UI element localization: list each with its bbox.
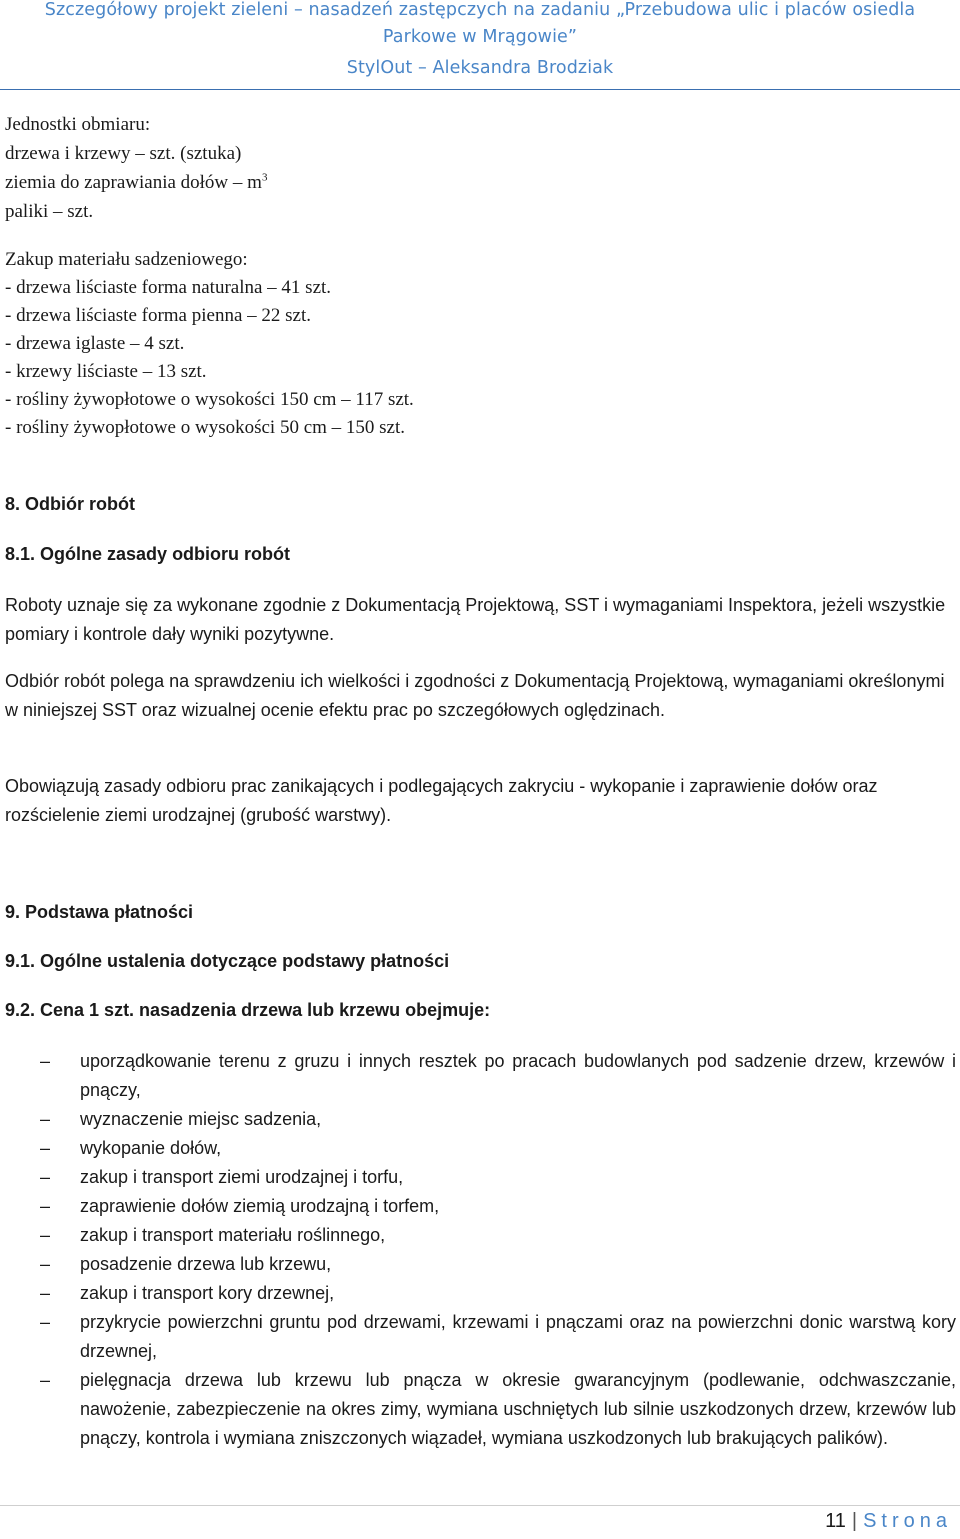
units-line-stakes: paliki – szt. (5, 201, 94, 222)
header-divider (0, 89, 960, 90)
page-label: Strona (863, 1510, 952, 1532)
header-author: StylOut – Aleksandra Brodziak (346, 58, 614, 78)
list-item-text: zaprawienie dołów ziemią urodzajną i torfem, (80, 1196, 440, 1216)
header-title-line-1: Szczegółowy projekt zieleni – nasadzeń zastępczych na zadaniu „Przebudowa ulic i placów osiedla (44, 0, 916, 20)
footer-divider (0, 1505, 960, 1506)
section-8-1-heading: 8.1. Ogólne zasady odbioru robót (5, 544, 291, 564)
dash-bullet: – (40, 1312, 51, 1332)
list-item (0, 1192, 960, 1221)
list-item-text: pielęgnacja drzewa lub krzewu lub pnącza w okresie gwarancyjnym (podlewanie, odchwaszczanie, nawożenie, zabezpieczenie na okres zimy, wymiana uschniętych lub silnie uszkodzonych drzew, krzewów lub pnączy, kontrola i wymiana zniszczonych wiązadeł, wymiana uszkodzonych lub brakujących palików). (80, 1370, 956, 1448)
purchase-item: - rośliny żywopłotowe o wysokości 50 cm – 150 szt. (5, 417, 406, 438)
list-item (0, 1221, 960, 1250)
dash-bullet: – (40, 1051, 51, 1071)
list-item-text: posadzenie drzewa lub krzewu, (80, 1254, 332, 1274)
section-8-paragraph-1: Roboty uznaje się za wykonane zgodnie z Dokumentacją Projektową, SST i wymaganiami Inspektora, jeżeli wszystkie pomiary i kontrole dały wyniki pozytywne. (5, 595, 946, 644)
list-item (0, 1366, 960, 1453)
list-item (0, 1163, 960, 1192)
dash-bullet: – (40, 1138, 51, 1158)
page-footer (825, 1510, 952, 1533)
units-line-trees: drzewa i krzewy – szt. (sztuka) (5, 143, 242, 164)
units-title: Jednostki obmiaru: (5, 114, 151, 135)
list-item-text: zakup i transport materiału roślinnego, (80, 1225, 386, 1245)
page-number: 11 (825, 1510, 846, 1532)
section-9-heading: 9. Podstawa płatności (5, 902, 194, 922)
list-item-text: zakup i transport ziemi urodzajnej i torfu, (80, 1167, 404, 1187)
purchase-item: - drzewa iglaste – 4 szt. (5, 333, 185, 354)
dash-bullet: – (40, 1254, 51, 1274)
list-item (0, 1279, 960, 1308)
section-8-paragraph-2: Odbiór robót polega na sprawdzeniu ich wielkości i zgodności z Dokumentacją Projektową, wymaganiami określonymi w niniejszej SST oraz wizualnej ocenie efektu prac po szczegółowych oględzinach. (5, 671, 945, 720)
section-9-2-heading: 9.2. Cena 1 szt. nasadzenia drzewa lub krzewu obejmuje: (5, 1000, 491, 1020)
list-item (0, 1250, 960, 1279)
units-soil-text: ziemia do zaprawiania dołów – m (5, 172, 262, 193)
list-item (0, 1047, 960, 1105)
list-item-text: zakup i transport kory drzewnej, (80, 1283, 335, 1303)
list-item (0, 1134, 960, 1163)
list-item (0, 1105, 960, 1134)
dash-bullet: – (40, 1225, 51, 1245)
dash-bullet: – (40, 1283, 51, 1303)
units-line-soil (5, 172, 267, 194)
header-title-line-2: Parkowe w Mrągowie” (382, 27, 578, 47)
dash-bullet: – (40, 1109, 51, 1129)
dash-bullet: – (40, 1370, 51, 1390)
purchase-title: Zakup materiału sadzeniowego: (5, 249, 248, 270)
list-item (0, 1308, 960, 1366)
purchase-item: - drzewa liściaste forma pienna – 22 szt. (5, 305, 311, 326)
purchase-item: - rośliny żywopłotowe o wysokości 150 cm – 117 szt. (5, 389, 414, 410)
footer-separator: | (851, 1510, 858, 1532)
purchase-item: - krzewy liściaste – 13 szt. (5, 361, 207, 382)
price-components-list (0, 1047, 960, 1453)
section-8-heading: 8. Odbiór robót (5, 494, 135, 514)
purchase-item: - drzewa liściaste forma naturalna – 41 szt. (5, 277, 332, 298)
section-8-paragraph-3: Obowiązują zasady odbioru prac zanikających i podlegających zakryciu - wykopanie i zaprawienie dołów oraz rozścielenie ziemi urodzajnej (grubość warstwy). (5, 776, 878, 825)
dash-bullet: – (40, 1167, 51, 1187)
list-item-text: przykrycie powierzchni gruntu pod drzewami, krzewami i pnączami oraz na powierzchni donic warstwą kory drzewnej, (80, 1312, 956, 1361)
section-9-1-heading: 9.1. Ogólne ustalenia dotyczące podstawy płatności (5, 951, 450, 971)
dash-bullet: – (40, 1196, 51, 1216)
list-item-text: uporządkowanie terenu z gruzu i innych resztek po pracach budowlanych pod sadzenie drzew, krzewów i pnączy, (80, 1051, 956, 1100)
units-soil-exponent: 3 (261, 171, 268, 184)
list-item-text: wyznaczenie miejsc sadzenia, (80, 1109, 322, 1129)
list-item-text: wykopanie dołów, (80, 1138, 222, 1158)
